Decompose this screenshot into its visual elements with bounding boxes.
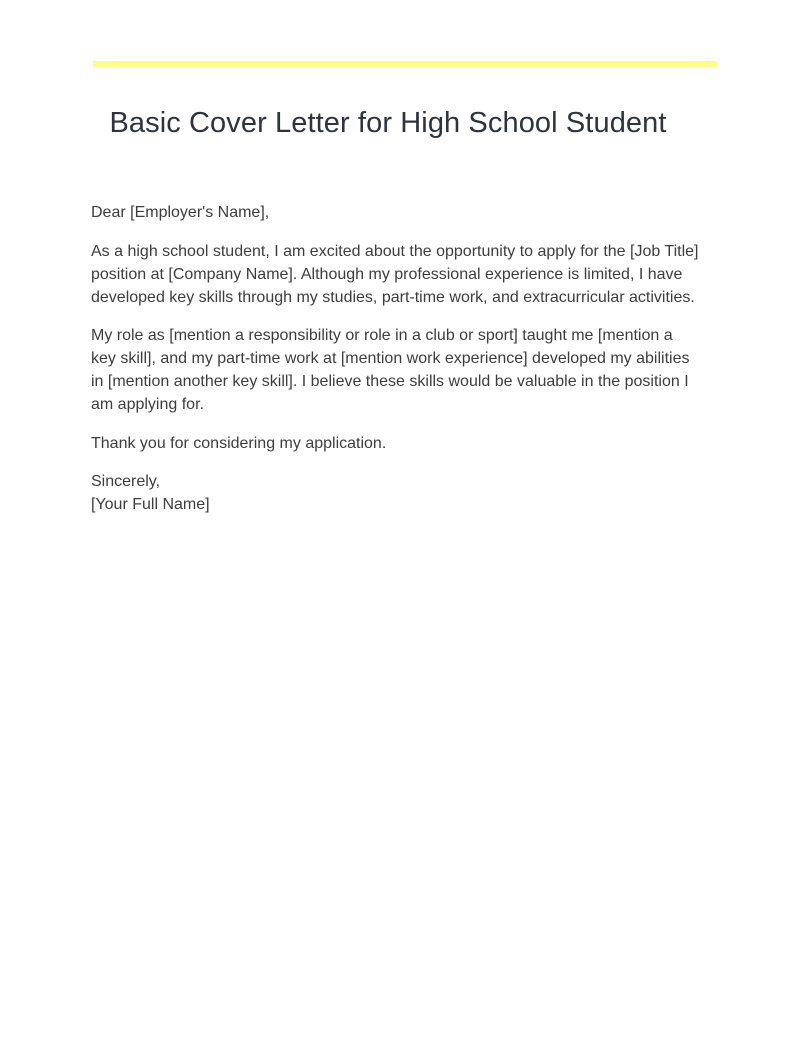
paragraph-thanks: Thank you for considering my application. — [91, 434, 387, 452]
signature-block — [91, 470, 701, 516]
signature-name: [Your Full Name] — [91, 496, 210, 513]
document-title: Basic Cover Letter for High School Student — [109, 107, 667, 139]
title-accent-bar — [93, 61, 717, 67]
letter-body — [91, 201, 701, 532]
paragraph-intro: As a high school student, I am excited about the opportunity to apply for the [Job Title] position at [Company Name]. Although my professional experience is limited, I have developed key skills through my studies, part-time work, and extracurricular activities. — [91, 242, 699, 306]
closing: Sincerely, — [91, 473, 161, 490]
salutation: Dear [Employer's Name], — [91, 204, 270, 221]
paragraph-skills: My role as [mention a responsibility or role in a club or sport] taught me [mention a key skill], and my part-time work at [mention work experience] developed my abilities in [mention another key skill]. I believe these skills would be valuable in the position I am applying for. — [91, 327, 690, 413]
